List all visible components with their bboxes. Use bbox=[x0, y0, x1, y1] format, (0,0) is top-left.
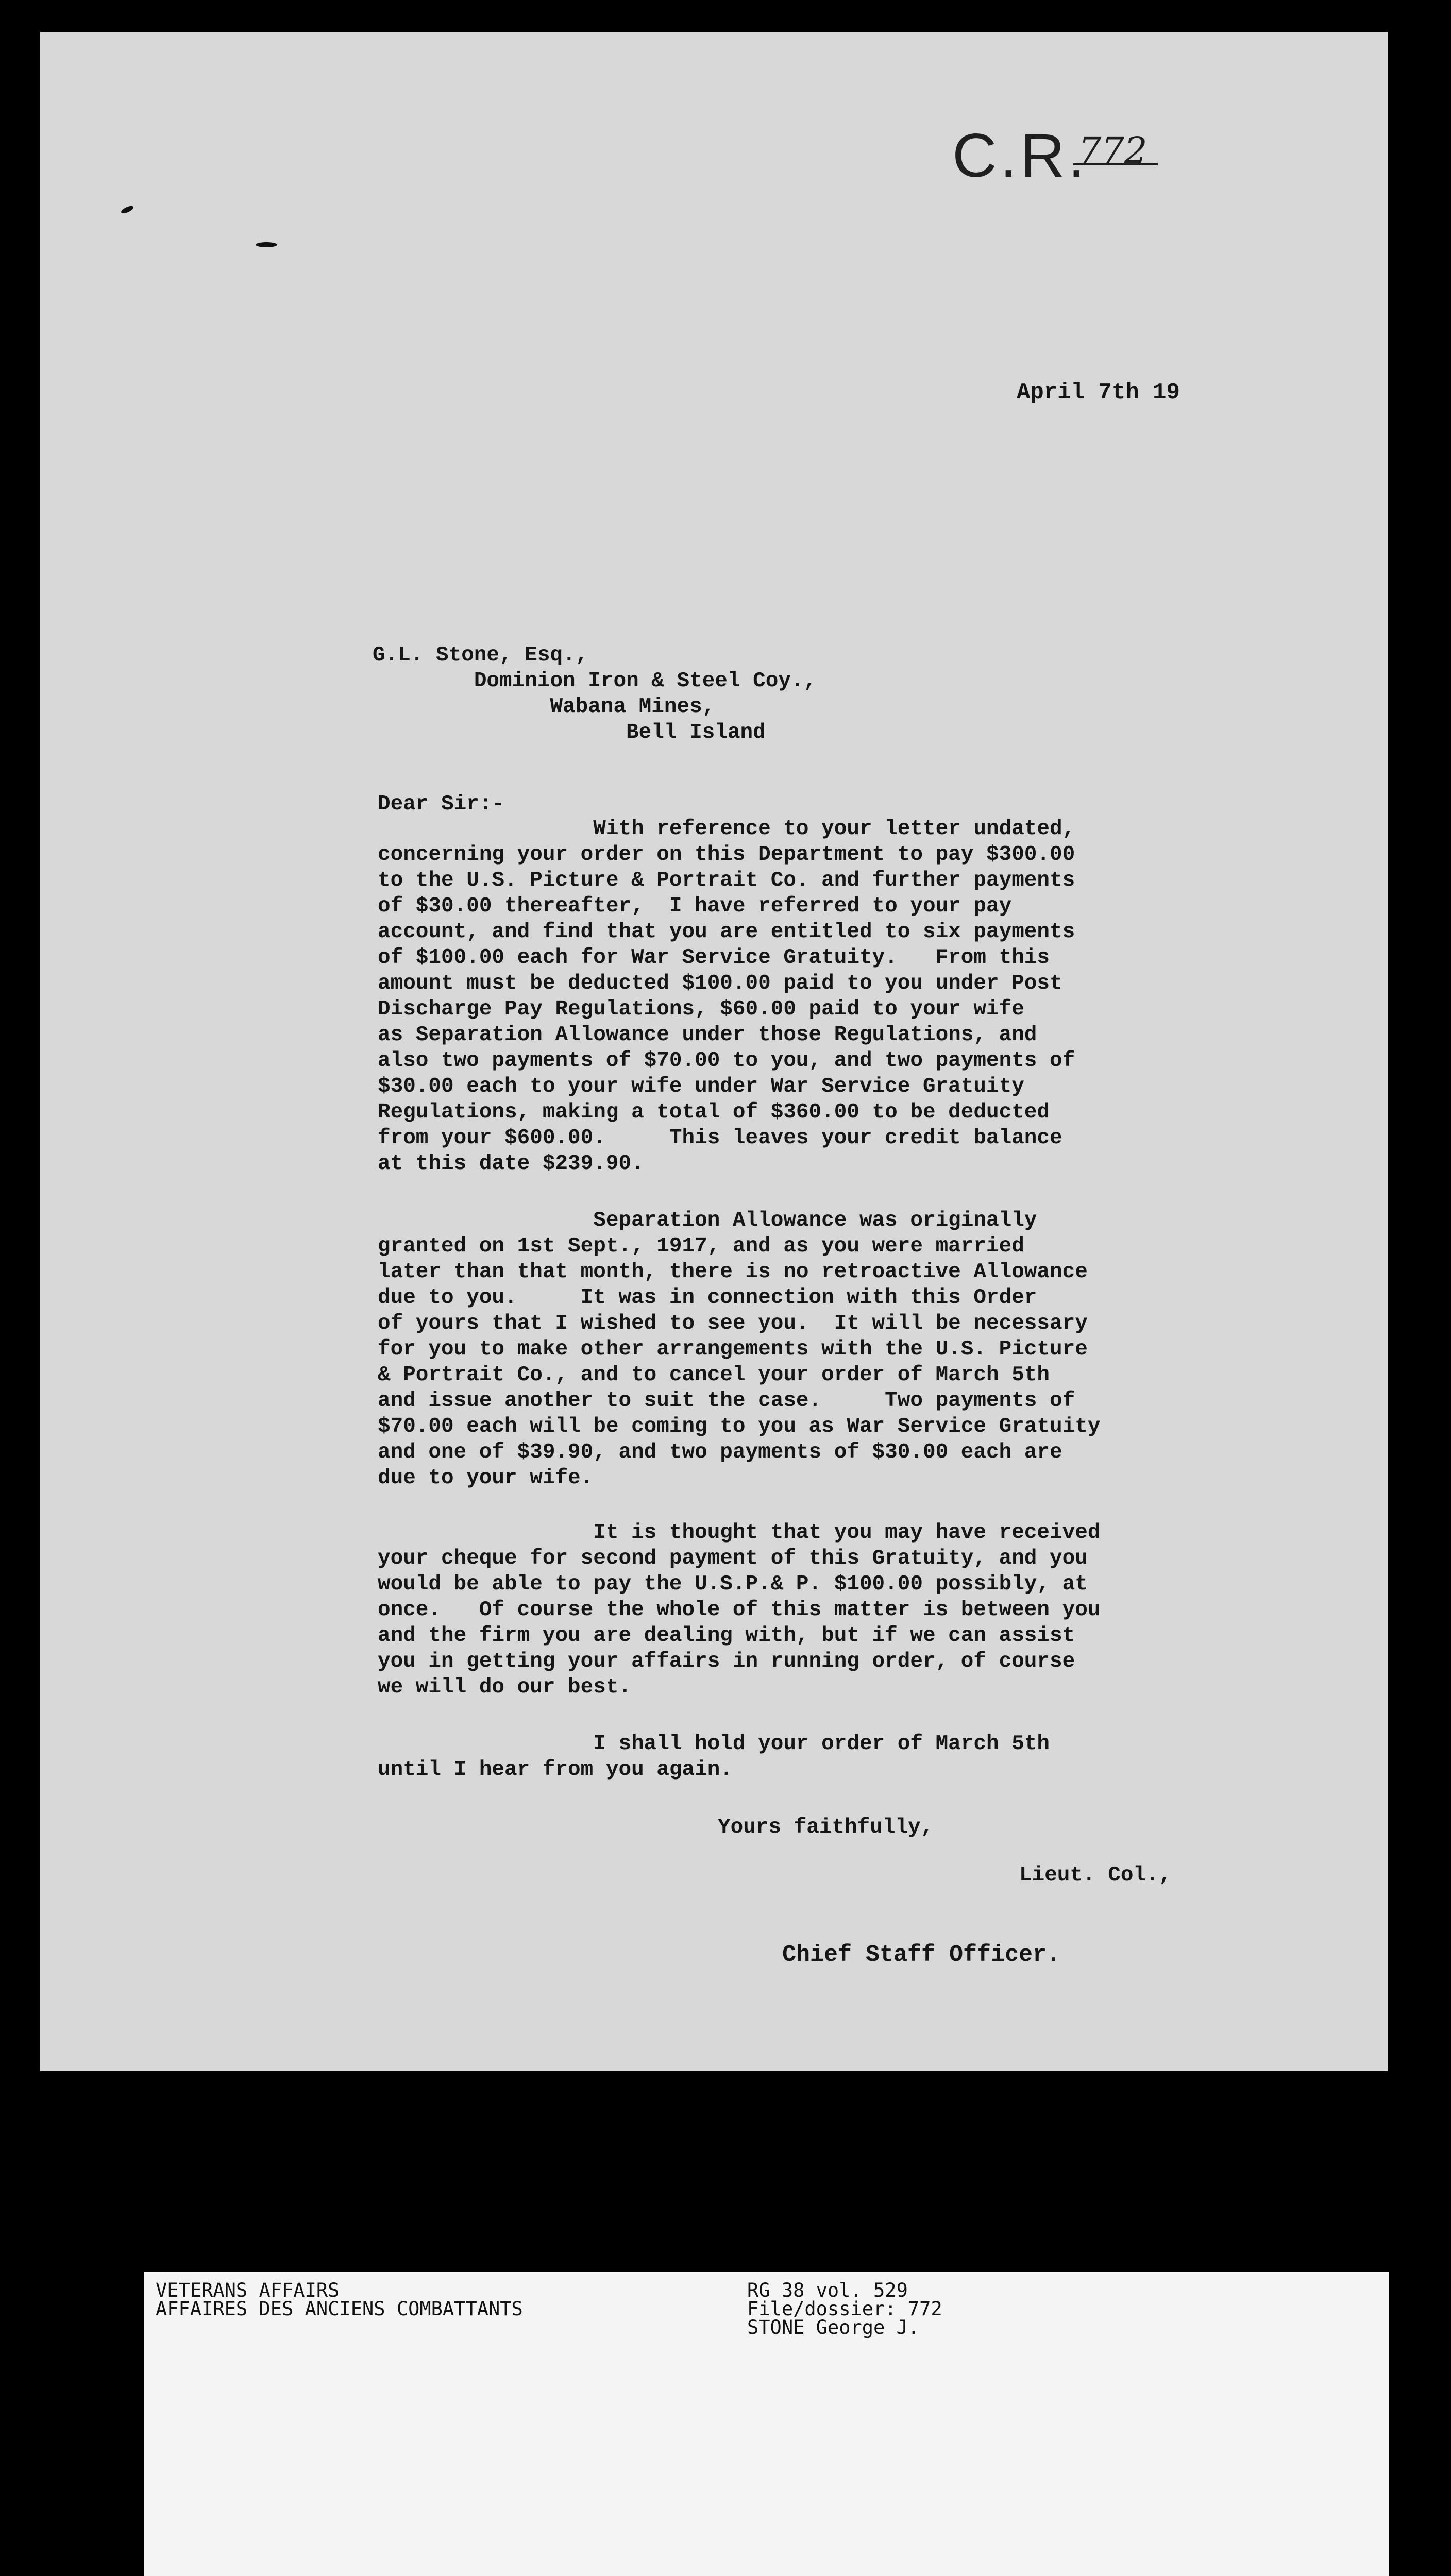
text-line: later than that month, there is no retroactive Allowance bbox=[378, 1260, 1088, 1284]
reference-mark: C.R. bbox=[952, 121, 1088, 190]
text-line: at this date $239.90. bbox=[378, 1152, 644, 1176]
paragraph-second-payment bbox=[378, 1520, 1100, 1700]
text-line: once. Of course the whole of this matter is between you bbox=[378, 1598, 1101, 1622]
text-line: for you to make other arrangements with the U.S. Picture bbox=[378, 1337, 1088, 1361]
record-group-volume: RG 38 vol. 529 bbox=[747, 2279, 908, 2301]
text-line: from your $600.00. This leaves your credit balance bbox=[378, 1126, 1062, 1150]
text-line: of $30.00 thereafter, I have referred to your pay bbox=[378, 894, 1012, 918]
ink-smudge bbox=[120, 205, 134, 215]
paragraph-gratuity-account bbox=[378, 816, 1075, 1177]
text-line: & Portrait Co., and to cancel your order of March 5th bbox=[378, 1363, 1050, 1387]
text-line: we will do our best. bbox=[378, 1675, 632, 1699]
text-line: With reference to your letter undated, bbox=[378, 817, 1075, 841]
signatory-title: Chief Staff Officer. bbox=[782, 1942, 1061, 1968]
ink-smudge bbox=[256, 242, 277, 247]
text-line: It is thought that you may have received bbox=[378, 1521, 1101, 1545]
department-name-english: VETERANS AFFAIRS bbox=[156, 2279, 340, 2301]
text-line: I shall hold your order of March 5th bbox=[378, 1732, 1050, 1756]
text-line: and one of $39.90, and two payments of $30.00 each are bbox=[378, 1440, 1062, 1464]
salutation: Dear Sir:- bbox=[378, 792, 505, 816]
address-line: Dominion Iron & Steel Coy., bbox=[373, 669, 817, 693]
letter-page bbox=[40, 32, 1388, 2071]
text-line: due to your wife. bbox=[378, 1466, 594, 1490]
archive-file-info bbox=[747, 2281, 942, 2337]
address-line: Wabana Mines, bbox=[373, 695, 715, 719]
paragraph-hold-order bbox=[378, 1731, 1050, 1783]
text-line: of $100.00 each for War Service Gratuity. From this bbox=[378, 946, 1050, 970]
text-line: Separation Allowance was originally bbox=[378, 1209, 1037, 1232]
file-number: File/dossier: 772 bbox=[747, 2298, 942, 2320]
text-line: you in getting your affairs in running order, of course bbox=[378, 1650, 1075, 1673]
text-line: concerning your order on this Department to pay $300.00 bbox=[378, 843, 1075, 867]
text-line: would be able to pay the U.S.P.& P. $100.00 possibly, at bbox=[378, 1572, 1088, 1596]
text-line: as Separation Allowance under those Regulations, and bbox=[378, 1023, 1037, 1047]
text-line: of yours that I wished to see you. It will be necessary bbox=[378, 1312, 1088, 1335]
subject-name: STONE George J. bbox=[747, 2316, 920, 2338]
text-line: granted on 1st Sept., 1917, and as you were married bbox=[378, 1234, 1024, 1258]
text-line: your cheque for second payment of this Gratuity, and you bbox=[378, 1547, 1088, 1570]
address-line: Bell Island bbox=[373, 721, 766, 744]
archive-reference-card bbox=[144, 2272, 1389, 2576]
text-line: Discharge Pay Regulations, $60.00 paid to your wife bbox=[378, 997, 1024, 1021]
signatory-rank: Lieut. Col., bbox=[1019, 1863, 1172, 1887]
text-line: $70.00 each will be coming to you as War Service Gratuity bbox=[378, 1415, 1101, 1438]
text-line: until I hear from you again. bbox=[378, 1758, 733, 1782]
letter-date: April 7th 19 bbox=[1017, 380, 1180, 405]
text-line: to the U.S. Picture & Portrait Co. and further payments bbox=[378, 869, 1075, 892]
paragraph-separation-allowance bbox=[378, 1208, 1100, 1491]
text-line: Regulations, making a total of $360.00 to be deducted bbox=[378, 1100, 1050, 1124]
handwritten-file-number: 772 bbox=[1073, 138, 1158, 165]
complimentary-close: Yours faithfully, bbox=[718, 1816, 934, 1839]
text-line: due to you. It was in connection with this Order bbox=[378, 1286, 1037, 1310]
text-line: account, and find that you are entitled to six payments bbox=[378, 920, 1075, 944]
text-line: and issue another to suit the case. Two payments of bbox=[378, 1389, 1075, 1413]
text-line: amount must be deducted $100.00 paid to you under Post bbox=[378, 972, 1062, 995]
archive-department bbox=[156, 2281, 523, 2318]
address-line: G.L. Stone, Esq., bbox=[373, 643, 588, 667]
text-line: and the firm you are dealing with, but if we can assist bbox=[378, 1624, 1075, 1648]
text-line: $30.00 each to your wife under War Service Gratuity bbox=[378, 1075, 1024, 1098]
recipient-address bbox=[373, 642, 816, 745]
text-line: also two payments of $70.00 to you, and two payments of bbox=[378, 1049, 1075, 1073]
department-name-french: AFFAIRES DES ANCIENS COMBATTANTS bbox=[156, 2298, 523, 2320]
